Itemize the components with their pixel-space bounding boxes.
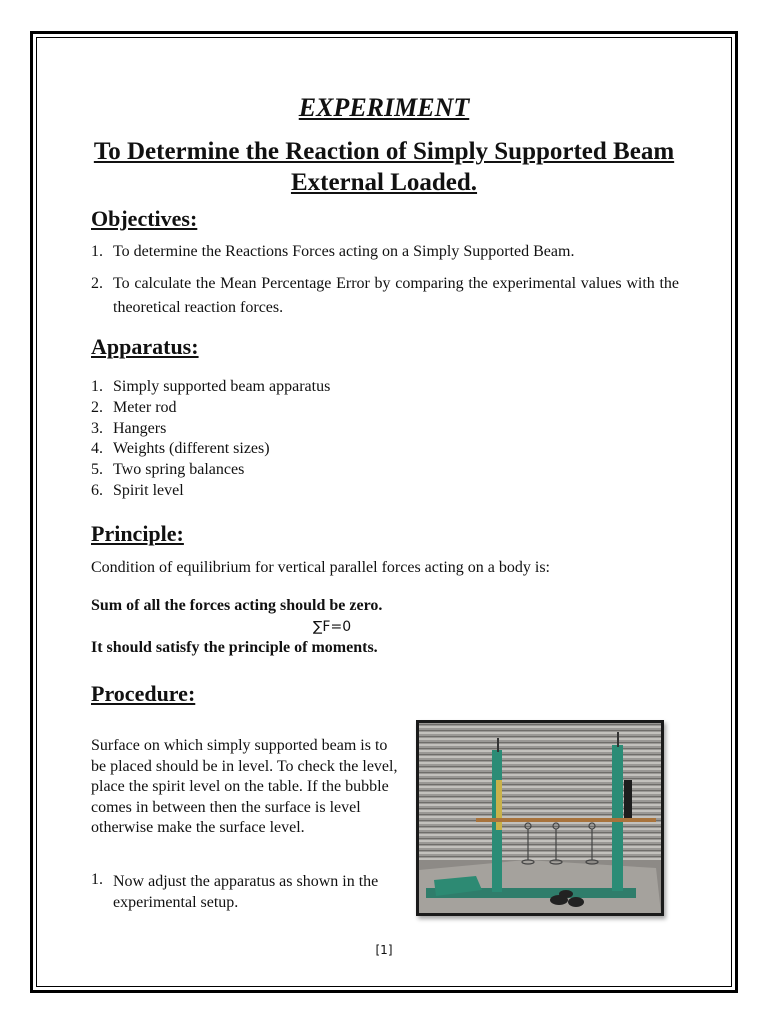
list-item	[91, 481, 330, 502]
subtitle-line-1: To Determine the Reaction of Simply Supported Beam	[93, 138, 675, 165]
left-post-rod	[497, 738, 499, 752]
beam	[476, 818, 656, 822]
list-item-number: 4.	[91, 440, 103, 458]
list-item	[91, 439, 330, 460]
list-item-text: Weights (different sizes)	[113, 440, 270, 458]
procedure-step-1-number: 1.	[91, 871, 103, 888]
subtitle-line-2: External Loaded.	[290, 169, 478, 196]
list-item	[91, 377, 330, 398]
procedure-heading: Procedure:	[91, 681, 196, 706]
list-item-text: Hangers	[113, 419, 167, 437]
objective-1-text: To determine the Reactions Forces acting on a Simply Supported Beam.	[113, 243, 575, 260]
list-item-number: 2.	[91, 398, 103, 416]
list-item	[91, 419, 330, 440]
principle-statement-forces: Sum of all the forces acting should be zero.	[91, 597, 383, 614]
sum-of-forces-formula: ∑F=0	[313, 619, 352, 635]
list-item-text: Two spring balances	[113, 461, 245, 479]
list-item-number: 3.	[91, 419, 103, 437]
page-number: [1]	[375, 943, 393, 957]
right-spring-balance	[624, 780, 632, 820]
procedure-step-1-text: Now adjust the apparatus as shown in the experimental setup.	[113, 873, 379, 911]
objective-2-text: To calculate the Mean Percentage Error by comparing the experimental values with the theoretical reaction forces.	[113, 275, 679, 316]
list-item-number: 5.	[91, 461, 103, 479]
list-item-number: 1.	[91, 378, 103, 395]
list-item-text: Simply supported beam apparatus	[113, 378, 331, 395]
procedure-paragraph: Surface on which simply supported beam is to be placed should be in level. To check the level, place the spirit level on the table. If the bubble comes in between then the surface is level otherwise make the surface level.	[91, 737, 398, 837]
principle-heading: Principle:	[91, 521, 184, 546]
apparatus-photo	[416, 720, 664, 916]
principle-text: Condition of equilibrium for vertical parallel forces acting on a body is:	[91, 559, 550, 576]
experiment-subtitle	[82, 136, 686, 198]
list-item	[91, 398, 330, 419]
principle-statement-moments: It should satisfy the principle of moments.	[91, 639, 378, 656]
apparatus-list	[91, 377, 330, 502]
objective-1-number: 1.	[91, 243, 103, 260]
list-item-number: 6.	[91, 481, 103, 499]
objective-2-number: 2.	[91, 275, 103, 292]
apparatus-heading: Apparatus:	[91, 334, 199, 359]
list-item-text: Meter rod	[113, 398, 177, 416]
list-item	[91, 460, 330, 481]
left-spring-balance	[496, 780, 502, 830]
page-title: EXPERIMENT	[298, 93, 470, 122]
right-post-rod	[617, 732, 619, 747]
list-item-text: Spirit level	[113, 481, 184, 499]
objectives-heading: Objectives:	[91, 206, 198, 231]
